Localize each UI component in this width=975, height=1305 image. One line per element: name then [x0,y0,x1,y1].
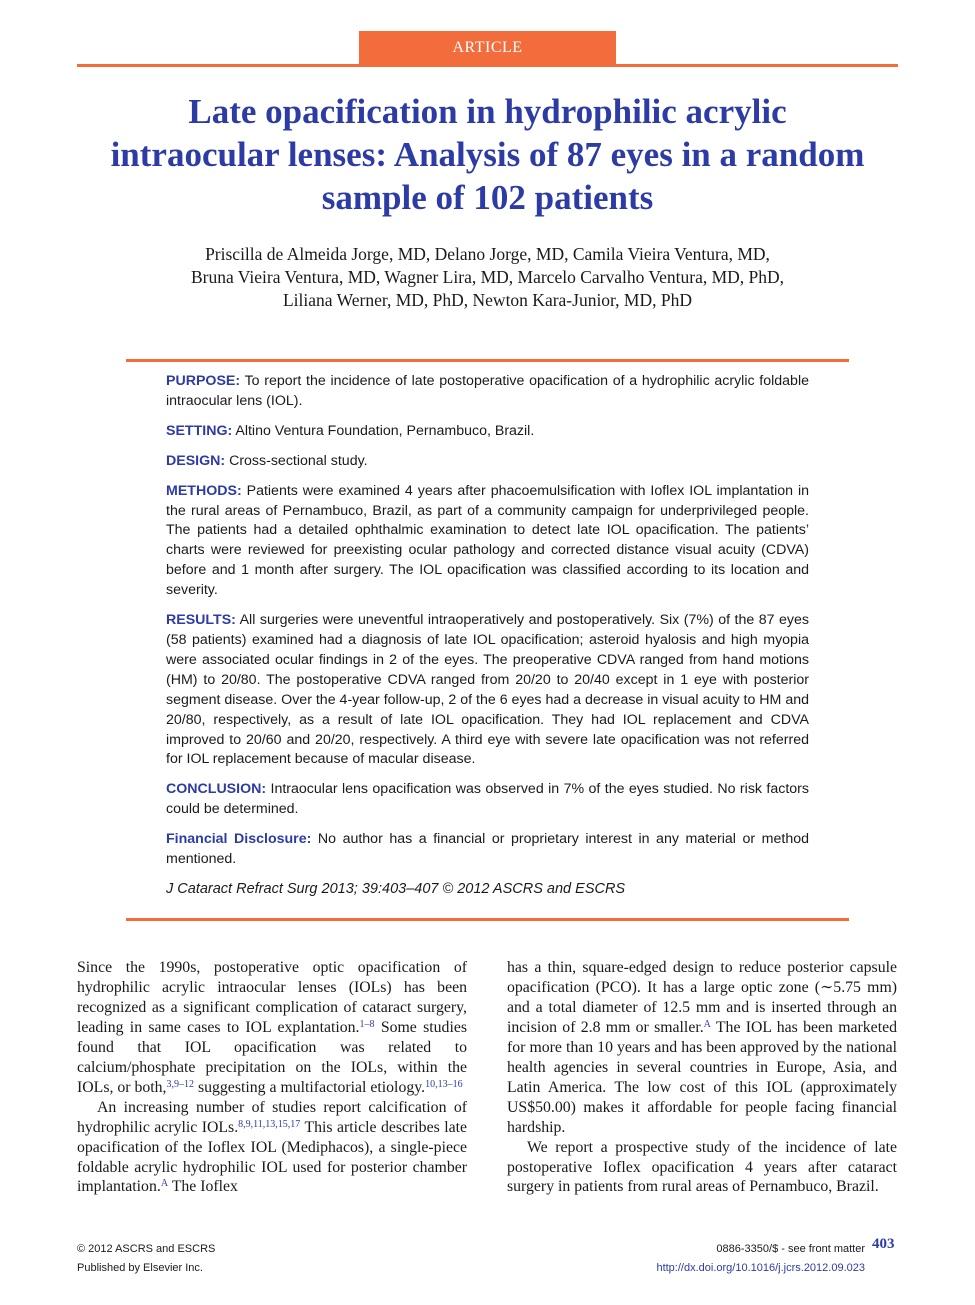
author-line: Bruna Vieira Ventura, MD, Wagner Lira, MD, Marcelo Carvalho Ventura, MD, PhD, [190,267,785,287]
author-line: Liliana Werner, MD, PhD, Newton Kara-Junior, MD, PhD [282,290,693,310]
abstract-methods: METHODS: Patients were examined 4 years after phacoemulsification with Ioflex IOL implantation in the rural areas of Pernambuco, Brazil, as part of a community campaign for underprivileged people. The patients had a detailed ophthalmic examination to detect late IOL opacification. The patients’ charts were reviewed for preexisting ocular pathology and corrected distance visual acuity (CDVA) before and 1 month after surgery. The IOL opacification was classified according to its location and severity. [166,482,809,599]
reference-link[interactable]: 8,9,11,13,15,17 [238,1118,301,1130]
body-paragraph: Since the 1990s, postoperative optic opacification of hydrophilic acrylic intraocular lenses (IOLs) has been recognized as a significant complication of cataract surgery, leading in same cases to IOL explantation.$^{1-8}$ Some studies found that IOL opacification was related to calcium/phosphate precipitation on the IOLs, within the IOLs, or both,$^{3,9-12}$ suggesting a multifactorial etiology.$^{10,13-16}$ [77,959,467,1096]
abstract-design: DESIGN: Cross-sectional study. [166,452,368,469]
reference-link[interactable]: A [160,1178,169,1190]
abstract-label: DESIGN: [166,452,226,469]
body-column-left [77,958,467,1197]
header-divider [77,64,898,67]
footer-right [656,1240,865,1278]
abstract-label: Financial Disclosure: [166,831,312,848]
reference-link[interactable]: 3,9–12 [166,1078,195,1090]
abstract-label: RESULTS: [166,612,236,629]
footer-left [77,1240,215,1278]
abstract-label: SETTING: [166,422,233,439]
abstract-results: RESULTS: All surgeries were uneventful intraoperatively and postoperatively. Six (7%) of the 87 eyes (58 patients) examined had a diagnosis of late IOL opacification; asteroid hyalosis and high myopia were associated ocular findings in 2 of the eyes. The preoperative CDVA ranged from hand motions (HM) to 20/80. The postoperative CDVA ranged from 20/20 to 20/40 except in 1 eye with posterior segment disease. Over the 4-year follow-up, 2 of the 6 eyes had a decrease in visual acuity to HM and 20/80, respectively, as a result of late IOL opacification. They had IOL replacement and CDVA improved to 20/60 and 20/20, respectively. A third eye with severe late opacification was not referred for IOL replacement because of macular disease. [166,612,809,768]
reference-link[interactable]: 10,13–16 [425,1078,463,1090]
abstract-label: CONCLUSION: [166,781,267,798]
abstract-conclusion: CONCLUSION: Intraocular lens opacification was observed in 7% of the eyes studied. No risk factors could be determined. [166,781,809,818]
journal-citation: J Cataract Refract Surg 2013; 39:403–407 © 2012 ASCRS and ESCRS [166,881,626,897]
reference-link[interactable]: A [703,1018,711,1030]
body-column-right [507,958,897,1197]
body-paragraph: An increasing number of studies report calcification of hydrophilic acrylic IOLs.$^{8,9,11,13,15,17}$ This article describes late opacification of the Ioflex IOL (Mediphacos), a single-piece foldable acrylic hydrophilic IOL used for posterior chamber implantation.$^A$ The Ioflex [77,1098,467,1196]
abstract-purpose: PURPOSE: To report the incidence of late postoperative opacification of a hydrophilic acrylic foldable intraocular lens (IOL). [166,373,809,409]
abstract-bottom-divider [126,918,849,921]
abstract-top-divider [126,359,849,362]
copyright: © 2012 ASCRS and ESCRS [77,1243,216,1255]
section-label: ARTICLE [359,31,616,64]
abstract-disclosure: Financial Disclosure: No author has a financial or proprietary interest in any material or method mentioned. [166,831,809,868]
page-number: 403 [872,1236,895,1252]
abstract-setting: SETTING: Altino Ventura Foundation, Pernambuco, Brazil. [166,422,535,439]
author-line: Priscilla de Almeida Jorge, MD, Delano Jorge, MD, Camila Vieira Ventura, MD, [205,244,770,264]
article-title: Late opacification in hydrophilic acrylic intraocular lenses: Analysis of 87 eyes in a random sample of 102 patients [110,92,865,217]
doi-link[interactable]: http://dx.doi.org/10.1016/j.jcrs.2012.09.023 [656,1262,865,1274]
publisher: Published by Elsevier Inc. [77,1262,203,1274]
abstract-label: PURPOSE: [166,373,241,389]
reference-link[interactable]: 1–8 [359,1018,375,1030]
issn: 0886-3350/$ - see front matter [716,1243,865,1255]
body-paragraph: has a thin, square-edged design to reduce posterior capsule opacification (PCO). It has a large optic zone (∼5.75 mm) and a total diameter of 12.5 mm and is inserted through an incision of 2.8 mm or smaller.$^A$ The IOL has been marketed for more than 10 years and has been approved by the national health agencies in several countries in Europe, Asia, and Latin America. The low cost of this IOL (approximately US$50.00) makes it affordable for people facing financial hardship. [507,959,897,1136]
body-paragraph: We report a prospective study of the incidence of late postoperative Ioflex opacification 4 years after cataract surgery in patients from rural areas of Pernambuco, Brazil. [507,1138,897,1196]
author-list [100,243,875,312]
abstract-label: METHODS: [166,482,242,499]
abstract [166,372,809,880]
